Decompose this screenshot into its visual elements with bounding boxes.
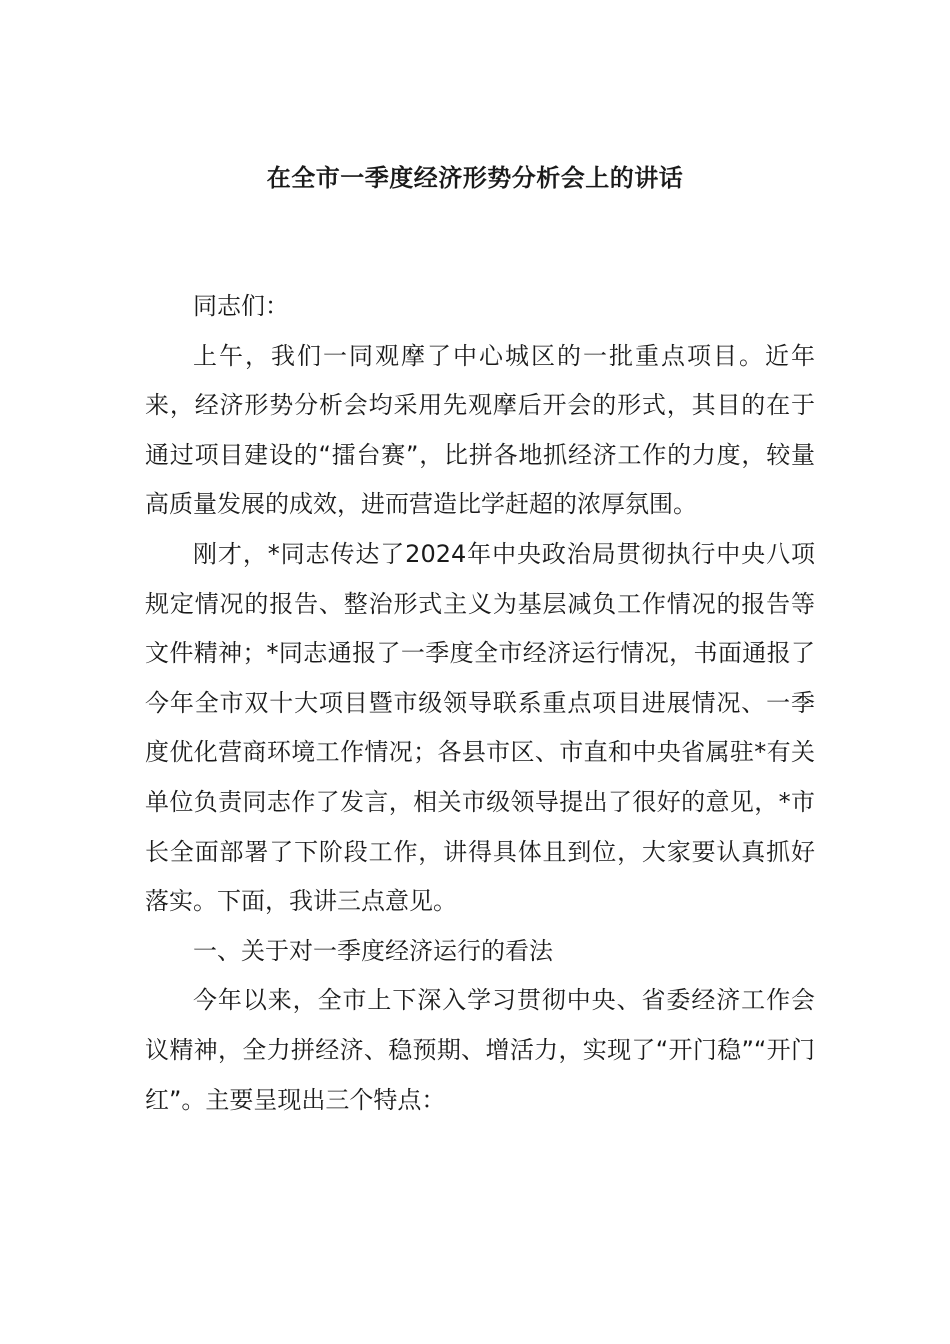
paragraph-summary: 刚才，*同志传达了2024年中央政治局贯彻执行中央八项规定情况的报告、整治形式主义为基层减负工作情况的报告等文件精神；*同志通报了一季度全市经济运行情况，书面通报了今年全市双十大项目暨市级领导联系重点项目进展情况、一季度优化营商环境工作情况；各县市区、市直和中央省属驻*有关单位负责同志作了发言，相关市级领导提出了很好的意见，*市长全面部署了下阶段工作，讲得具体且到位，大家要认真抓好落实。下面，我讲三点意见。 <box>145 539 815 916</box>
paragraph-salutation: 同志们： <box>193 292 289 320</box>
section-heading-1: 一、关于对一季度经济运行的看法 <box>193 936 553 965</box>
document-body <box>145 282 815 1125</box>
paragraph-intro: 上午，我们一同观摩了中心城区的一批重点项目。近年来，经济形势分析会均采用先观摩后开会的形式，其目的在于通过项目建设的“擂台赛”，比拼各地抓经济工作的力度，较量高质量发展的成效，进而营造比学赶超的浓厚氛围。 <box>145 341 815 519</box>
document-title: 在全市一季度经济形势分析会上的讲话 <box>266 164 684 192</box>
paragraph-section-1: 今年以来，全市上下深入学习贯彻中央、省委经济工作会议精神，全力拼经济、稳预期、增活力，实现了“开门稳”“开门红”。主要呈现出三个特点： <box>145 986 815 1114</box>
